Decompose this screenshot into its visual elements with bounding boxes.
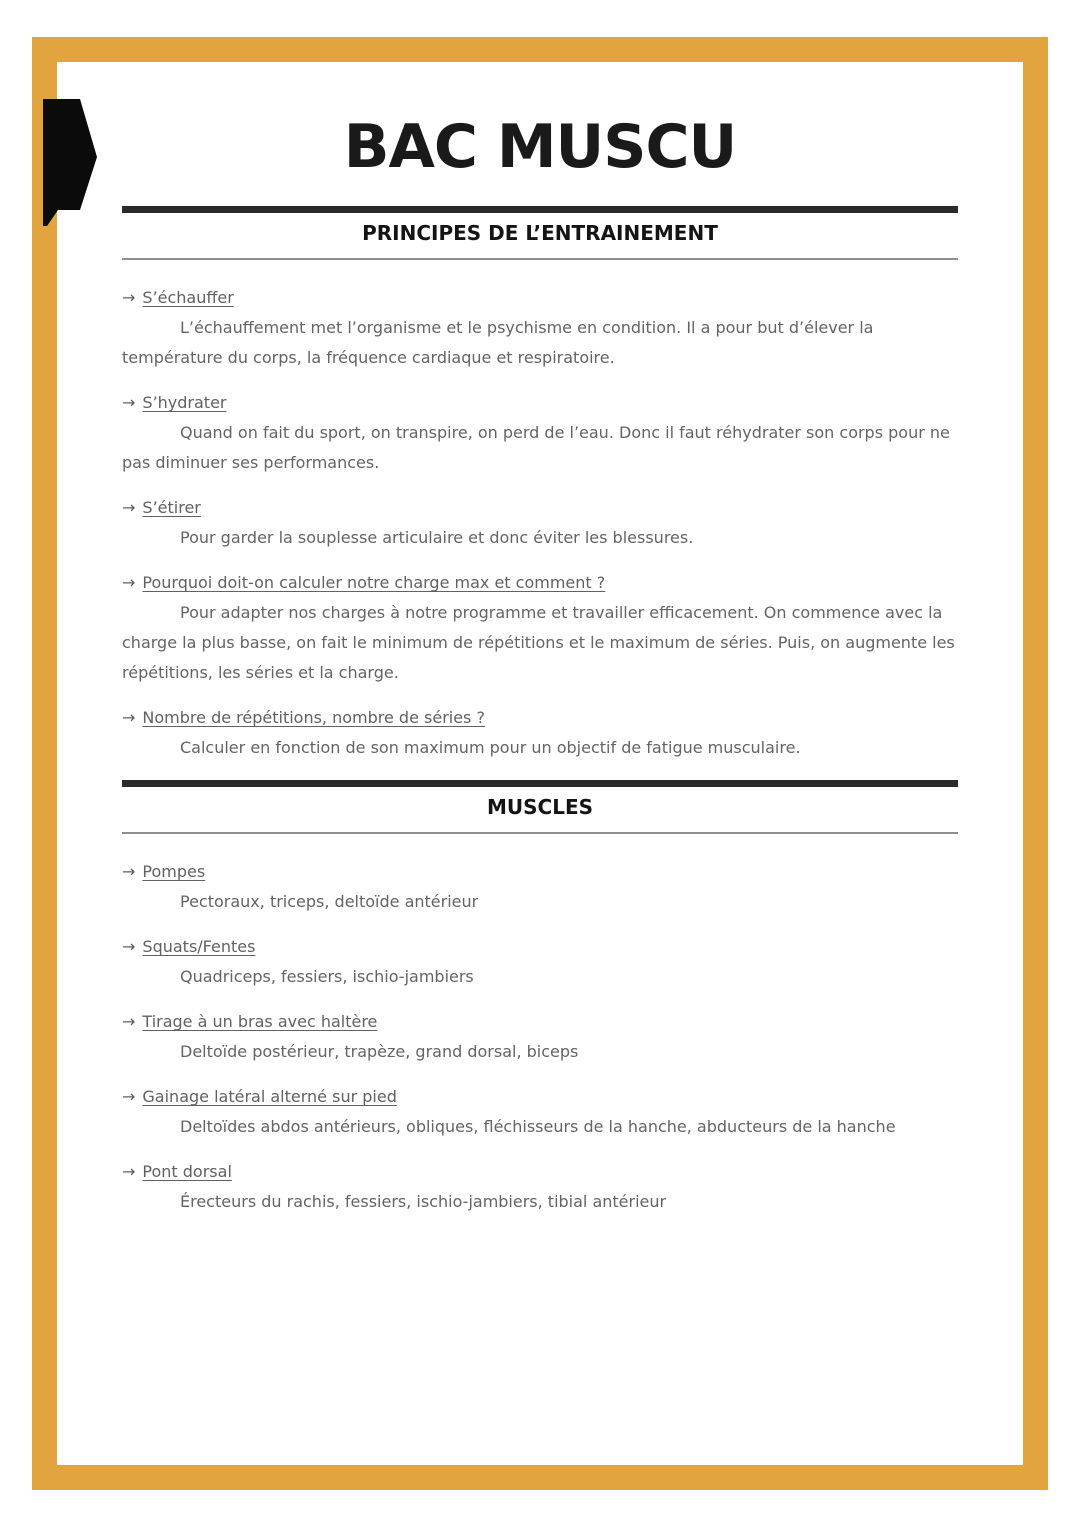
item-text: Pour adapter nos charges à notre programme et travailler efficacement. On commence avec la charge la plus basse, on fait le minimum de répétitions et le maximum de séries. Puis, on augmente les répétitions, les séries et la charge.: [122, 603, 955, 682]
arrow-right-icon: →: [122, 708, 136, 727]
item-text: Quand on fait du sport, on transpire, on perd de l’eau. Donc il faut réhydrater son corps pour ne pas diminuer ses performances.: [122, 423, 950, 472]
item-label: Pont dorsal: [142, 1162, 232, 1181]
arrow-right-icon: →: [122, 937, 136, 956]
list-item: [122, 283, 958, 373]
list-item: [122, 388, 958, 478]
item-label: Pourquoi doit-on calculer notre charge max et comment ?: [142, 573, 606, 592]
arrow-right-icon: →: [122, 498, 136, 517]
item-label: Nombre de répétitions, nombre de séries ?: [142, 708, 485, 727]
item-label: S’échauffer: [142, 288, 234, 307]
arrow-right-icon: →: [122, 1087, 136, 1106]
item-head: [122, 283, 958, 313]
item-text: Quadriceps, fessiers, ischio-jambiers: [180, 967, 474, 986]
item-text: L’échauffement met l’organisme et le psychisme en condition. Il a pour but d’élever la température du corps, la fréquence cardiaque et respiratoire.: [122, 318, 874, 367]
arrow-right-icon: →: [122, 1012, 136, 1031]
bookmark-ribbon-icon: [43, 99, 97, 226]
item-text: Érecteurs du rachis, fessiers, ischio-jambiers, tibial antérieur: [180, 1192, 667, 1211]
item-text: Deltoïdes abdos antérieurs, obliques, fléchisseurs de la hanche, abducteurs de la hanche: [180, 1117, 896, 1136]
item-label: Squats/Fentes: [142, 937, 256, 956]
item-head: [122, 857, 958, 887]
item-head: [122, 568, 958, 598]
arrow-right-icon: →: [122, 1162, 136, 1181]
item-head: [122, 1157, 958, 1187]
page-title: BAC MUSCU: [343, 112, 737, 182]
item-head: [122, 1007, 958, 1037]
list-item: [122, 703, 958, 763]
item-text: Pectoraux, triceps, deltoïde antérieur: [180, 892, 479, 911]
item-list: [122, 260, 958, 763]
item-text: Calculer en fonction de son maximum pour un objectif de fatigue musculaire.: [180, 738, 801, 757]
section-divider-thick: [122, 206, 958, 213]
section-heading: MUSCLES: [122, 796, 958, 834]
item-head: [122, 1082, 958, 1112]
item-text: Deltoïde postérieur, trapèze, grand dorsal, biceps: [180, 1042, 579, 1061]
item-label: S’étirer: [142, 498, 201, 517]
list-item: [122, 1157, 958, 1217]
section: [122, 206, 958, 763]
document-frame: [32, 37, 1048, 1490]
item-head: [122, 493, 958, 523]
arrow-right-icon: →: [122, 288, 136, 307]
item-head: [122, 388, 958, 418]
item-list: [122, 834, 958, 1217]
section-divider-thick: [122, 780, 958, 787]
list-item: [122, 857, 958, 917]
document-content: [57, 114, 1023, 1217]
list-item: [122, 568, 958, 688]
arrow-right-icon: →: [122, 573, 136, 592]
item-head: [122, 932, 958, 962]
item-label: Pompes: [142, 862, 206, 881]
item-head: [122, 703, 958, 733]
section-heading: PRINCIPES DE L’ENTRAINEMENT: [122, 222, 958, 260]
item-label: Gainage latéral alterné sur pied: [142, 1087, 397, 1106]
item-text: Pour garder la souplesse articulaire et donc éviter les blessures.: [180, 528, 694, 547]
list-item: [122, 932, 958, 992]
list-item: [122, 1007, 958, 1067]
list-item: [122, 1082, 958, 1142]
arrow-right-icon: →: [122, 393, 136, 412]
arrow-right-icon: →: [122, 862, 136, 881]
sections: [122, 206, 958, 1217]
section: [122, 780, 958, 1217]
item-label: S’hydrater: [142, 393, 227, 412]
item-label: Tirage à un bras avec haltère: [142, 1012, 378, 1031]
list-item: [122, 493, 958, 553]
